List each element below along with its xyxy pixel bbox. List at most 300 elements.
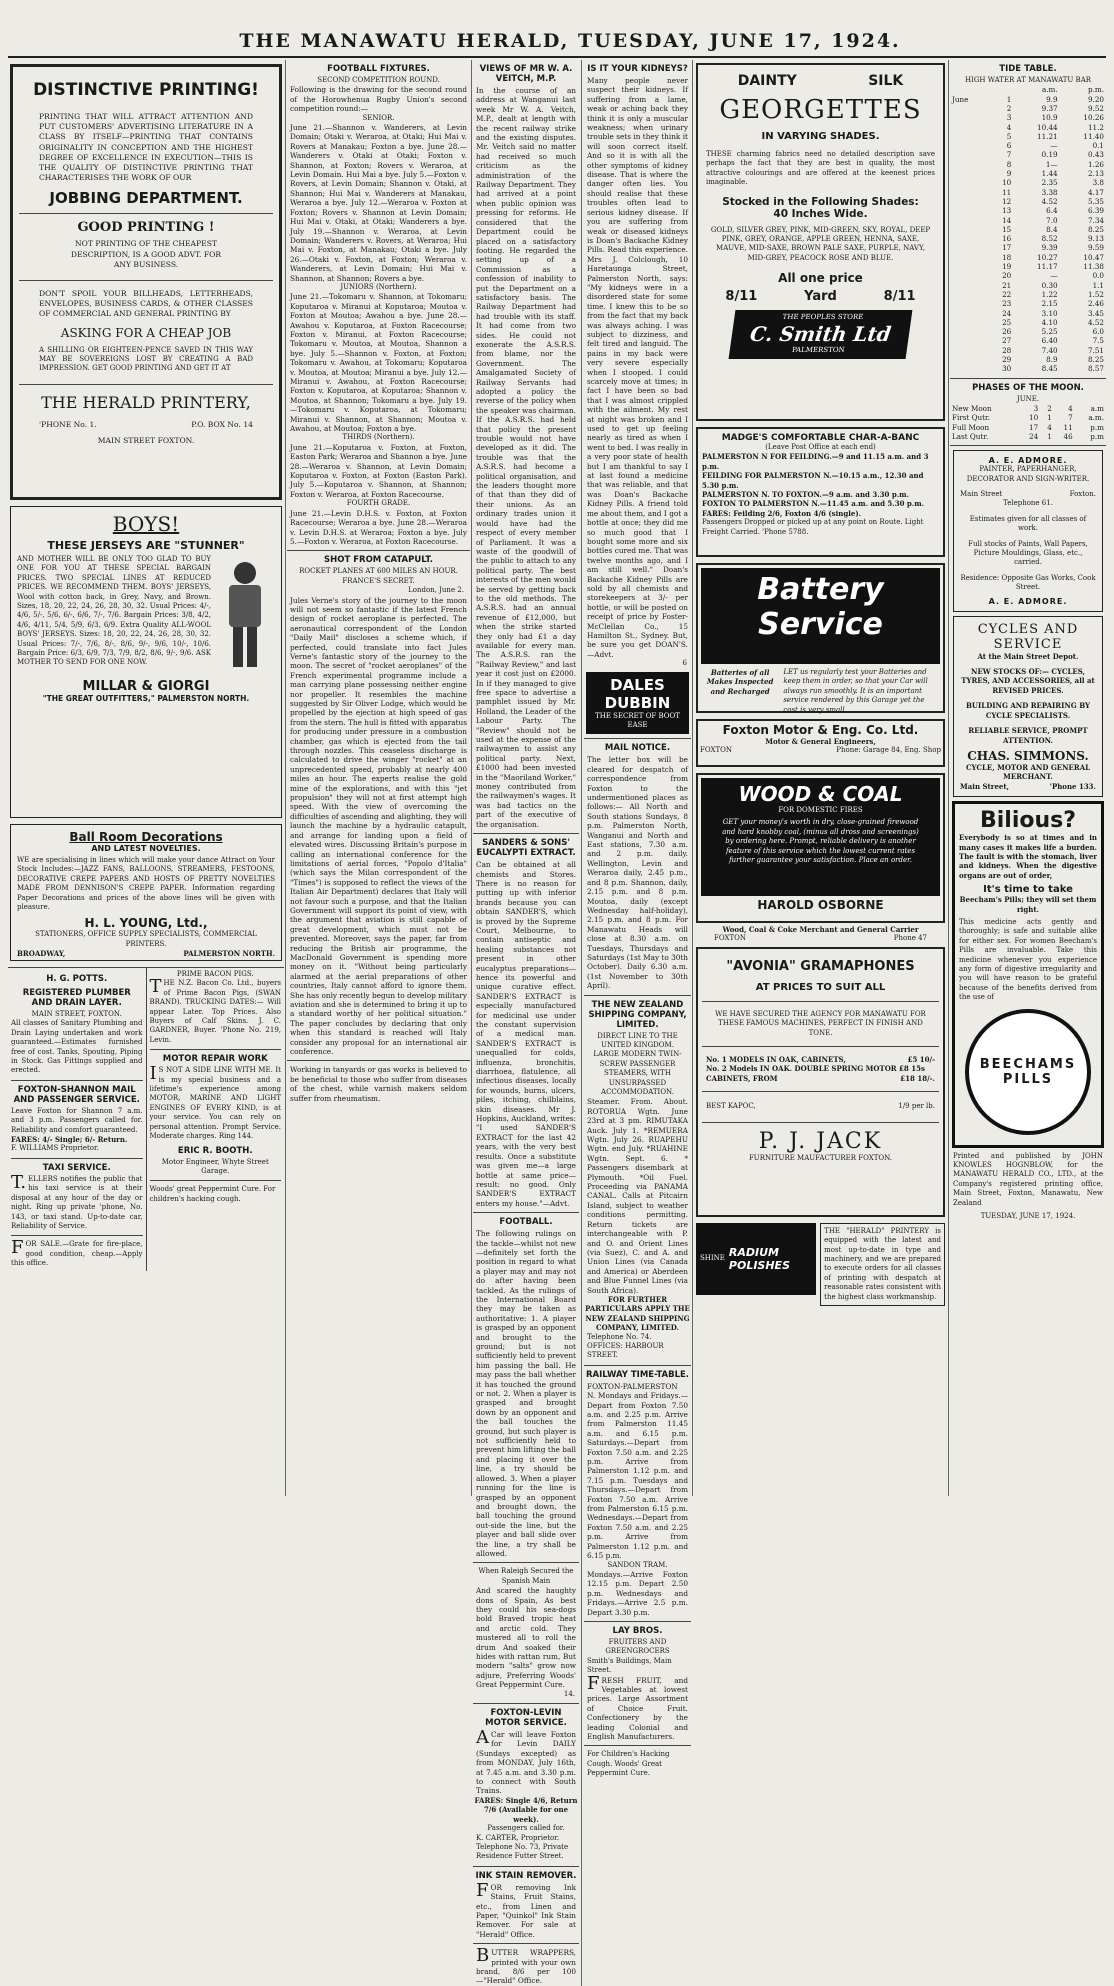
tide-pm: 1.1 [1092, 280, 1104, 290]
tide-sub: HIGH WATER AT MANAWATU BAR [964, 76, 1092, 84]
woods-cure: Woods' great Peppermint Cure. For children's hacking cough. [149, 1185, 276, 1203]
bil-body: Everybody is so at times and in many cases it makes life a burden. The fault is with the stomach, liver and kidneys. When the digestive organs are out of order, [959, 833, 1097, 880]
tide-pm: 0.43 [1087, 150, 1104, 160]
tide-row [950, 225, 1106, 234]
cycles-build: BUILDING AND REPAIRING BY CYCLE SPECIALISTS. [965, 701, 1091, 720]
price-left: 8/11 [725, 289, 758, 305]
moon-cell: 1 [1047, 413, 1052, 423]
beechams-text: BEECHAMS PILLS [979, 1056, 1077, 1087]
masthead: THE MANAWATU HERALD, TUESDAY, JUNE 17, 1924. [239, 30, 901, 52]
tide-day: 12 [1002, 196, 1012, 206]
avonia-1p: £5 10/- [907, 1055, 935, 1065]
cheap-job: ASKING FOR A CHEAP JOB [60, 325, 232, 340]
tide-row [950, 281, 1106, 290]
admore-top: A. E. ADMORE. [988, 456, 1068, 466]
tide-am: 9.39 [1041, 243, 1058, 253]
silk: SILK [868, 73, 904, 89]
tide-hdr-am: a.m. [1041, 85, 1058, 95]
tide-pm: 9.13 [1087, 234, 1104, 244]
pj-jack: P. J. JACK [758, 1128, 883, 1154]
millar-sub: "THE GREAT OUTFITTERS," PALMERSTON NORTH. [42, 694, 250, 703]
mail-body: The letter box will be cleared for despatch of correspondence from Foxton to the undermentioned places as follows:— All North and South stations Sundays, 8 p.m. Palmerston North, Wanganui and North and East stations, 7.30 a.m. and 2 p.m. daily. Wellington, Levin and Weraroa daily, 2.45 p.m., and 8 p.m. Shannon, daily, 2.15 p.m. and 8 p.m. Moutoa, daily (except Wednesday half-holiday), 2.15 p.m. and 8 p.m. For Manawatu Heads will close at 8.30 a.m. on Tuesdays, Thursdays and Saturdays (1st May to 30th October). Daily 6.30 a.m. (1st November to 30th April). [587, 755, 688, 991]
butter-wrappers: BUTTER WRAPPERS, printed with your own brand, 8/6 per 100 —"Herald" Office. [476, 1945, 576, 1986]
moon-cell: New Moon [952, 404, 992, 414]
tide-row [950, 243, 1106, 252]
tide-am: 10.27 [1037, 252, 1058, 262]
admore-tel: Telephone 61. [1003, 499, 1053, 508]
shannon-prop: F. WILLIAMS Proprietor. [11, 1144, 99, 1153]
tide-row [950, 234, 1106, 243]
herald-printery: THE HERALD PRINTERY, [41, 392, 251, 412]
moon-cell: 4 [1068, 404, 1073, 414]
lay-body: FRESH FRUIT, and Vegetables at lowest prices. Large Assortment of Choice Fruit. Confectionery by the leading Colonial and English Manufacturers. [587, 1672, 688, 1741]
tide-day: 29 [1002, 355, 1012, 365]
footer-date: TUESDAY, JUNE 17, 1924. [980, 1212, 1076, 1221]
football-title: FOOTBALL. [499, 1217, 553, 1228]
cycles-title: CYCLES AND SERVICE [977, 621, 1079, 652]
moon-table [950, 404, 1106, 441]
levin-body: ACar will leave Foxton for Levin DAILY (Sundays excepted) as from MONDAY, July 16th, at 7.45 a.m. and 3.30 p.m. to connect with South Trains. [476, 1727, 576, 1796]
tide-day: 13 [1002, 206, 1012, 216]
tide-row [950, 336, 1106, 345]
small-ads [8, 967, 284, 1271]
hl-young-sub: STATIONERS, OFFICE SUPPLY SPECIALISTS, COMMERCIAL PRINTERS. [35, 930, 257, 948]
potts-name: H. G. POTTS. [46, 974, 108, 984]
repair-title: MOTOR REPAIR WORK [162, 1054, 268, 1065]
tide-day: 8 [1006, 159, 1012, 169]
boys-title: BOYS! [112, 512, 180, 536]
tide-am: 6.40 [1041, 336, 1058, 346]
tide-month: June [952, 94, 969, 104]
printery-pobox: P.O. BOX No. 14 [191, 419, 253, 429]
moon-cell: 46 [1063, 431, 1073, 441]
potts-title: REGISTERED PLUMBER AND DRAIN LAYER. [22, 988, 131, 1008]
one-price: All one price [778, 271, 863, 286]
simmons-sub: CYCLE, MOTOR AND GENERAL MERCHANT. [965, 762, 1091, 782]
bil-take: It's time to take [983, 884, 1073, 896]
fixtures-title: FOOTBALL FIXTURES. [327, 64, 430, 74]
tide-row [950, 290, 1106, 299]
fixtures-intro: Following is the drawing for the second round of the Horowhenua Rugby Union's second competition round:— [290, 85, 467, 114]
tide-day: 18 [1002, 252, 1012, 262]
tide-pm: 8.25 [1087, 355, 1104, 365]
millar-giorgi: MILLAR & GIORGI [82, 679, 210, 694]
tide-am: 8.4 [1046, 224, 1058, 234]
foxton-motor: Foxton Motor & Eng. Co. Ltd. [722, 723, 919, 737]
levin-title: FOXTON-LEVIN MOTOR SERVICE. [485, 1708, 567, 1729]
tide-row [950, 188, 1106, 197]
nzs-tel: Telephone No. 74. OFFICES: HARBOUR STREET. [587, 1332, 664, 1360]
shannon-fares: FARES: 4/- Single; 6/- Return. [11, 1135, 128, 1145]
tide-am: 11.21 [1037, 131, 1058, 141]
nzs-table: Steamer. From. About. ROTORUA Wgtn. June 23rd at 3 pm. RIMUTAKA Auck. July 1. *REMUERA Wgtn. July 26. RUAPEHU Wgtn. end July. *RUAHINE Wgtn. Sept. 6. * Passengers disembark at Plymouth. *Oil Fuel. Proceeding via PANAMA CANAL. Calls at Pitcairn Island, subject to weather conditions permitting. Return tickets are interchangeable with P. and O. and Orient Lines (via Suez), C. and A. and Union Lines (via Canada and America) or Aberdeen and Blue Funnel Lines (via South Africa). [587, 1097, 688, 1295]
stocked: Stocked in the Following Shades: [722, 195, 919, 208]
beechams-logo [965, 1009, 1091, 1135]
nzs-apply: FOR FURTHER PARTICULARS APPLY THE NEW ZEALAND SHIPPING COMPANY, LIMITED. [585, 1294, 690, 1333]
tide-am: 10.44 [1037, 122, 1058, 132]
beechams-ad [952, 801, 1104, 1148]
admore-stock: Full stocks of Paints, Wall Papers, Picture Mouldings, Glass, etc., carried. [968, 539, 1088, 567]
tide-day: 16 [1002, 234, 1012, 244]
avonia-3p: £18 18/-. [900, 1073, 935, 1083]
moon-cell: 7 [1068, 413, 1073, 423]
tide-pm: 2.13 [1087, 169, 1104, 179]
tide-pm: 1.26 [1087, 159, 1104, 169]
tide-row [950, 262, 1106, 271]
repair-body: IS NOT A SIDE LINE WITH ME. It is my special business and a lifetime's experience among MOTOR, MARINE AND LIGHT ENGINES OF EVERY KIND, is at your service. You can rely on personal attention. Prompt Service. Moderate charges. Ring 144. [149, 1063, 281, 1141]
bottom-row [696, 1223, 945, 1306]
moon-row [950, 432, 1106, 441]
tide-am: 5.25 [1041, 327, 1058, 337]
mail-title: MAIL NOTICE. [604, 743, 671, 754]
jobbing-dept: JOBBING DEPARTMENT. [49, 189, 243, 208]
wood-coal: WOOD & COAL [738, 782, 903, 806]
tide-row [950, 318, 1106, 327]
tide-am: 10.9 [1041, 113, 1058, 123]
repair-sig: ERIC R. BOOTH. [177, 1145, 253, 1156]
boy-illustration-icon [215, 555, 275, 675]
tide-day: 9 [1006, 169, 1012, 179]
tide-pm: 6.39 [1087, 206, 1104, 216]
levin-prop: K. CARTER, Proprietor. [476, 1833, 560, 1842]
tide-am: 1— [1045, 159, 1058, 169]
tide-row [950, 364, 1106, 373]
foxton-motor-addr: FOXTON [700, 746, 732, 755]
tide-am: 8.45 [1041, 364, 1058, 374]
tide-day: 4 [1006, 122, 1012, 132]
hl-young: H. L. YOUNG, Ltd., [84, 916, 208, 931]
tide-title: TIDE TABLE. [999, 64, 1057, 74]
wood-sub: FOR DOMESTIC FIRES [778, 806, 863, 814]
lay-addr: Smith's Buildings, Main Street. [587, 1656, 672, 1675]
georgettes: GEORGETTES [719, 95, 922, 125]
tide-am: 4.52 [1041, 196, 1058, 206]
simmons-r: 'Phone 133. [1049, 781, 1096, 791]
tide-day: 26 [1002, 327, 1012, 337]
printery-contacts [19, 420, 273, 430]
kapoc-price: 1/9 per lb. [898, 1102, 935, 1111]
thirds-heading: THIRDS (Northern). [342, 433, 415, 442]
veitch-body: In the course of an address at Wanganui last week Mr W. A. Veitch, M.P., dealt at length with the recent railway strike and the existing disputes. Mr. Veitch said no matter had received so much criticism as the administration of the Railway Department. They had arrived at a point when public opinion was pressing for reforms. He considered that the Department could be placed on a satisfactory footing. He regarded the setting up of a Commission as a confession of inability to put the Department on a satisfactory basis. The Railway Department had had trouble with its staff. It had come from two sides. He could not exonerate the A.S.R.S. from blame, nor the Government. The Amalgamated Society of Railway Servants had adopted a policy the reverse of the policy when the speaker was chairman. If the A.S.R.S. had held that policy the present trouble would not have developed as it did. The trouble was that the A.S.R.S. had become a political organisation, and the leaders thought more of that than they did of their unions. As an ordinary trades union it would have had the respect of every member of Parliament. It was a waste of the goodwill of the public to attach to any political party. The best interests of the men would be served by getting back to the old methods. The A.S.R.S. had an annual revenue of £12,000, but when the strike started they only had £1 a day available for every man. The A.S.R.S. ran the "Railway Review," and last year it cost just on £2000. In if they managed to give free space to advertise a pamphlet issued by Mr. Holland, the Leader of the Labour Party. The "Review" should not be used at the expense of the railwaymen to assist any political party. Next, £1000 had been invested in the "Maoriland Worker," money contributed from the railwaymen's wages. It was bad tactics on the part of the executive of the organisation. [476, 86, 576, 829]
battery-right: LET us regularly test your Batteries and keep them in order, so that your Car will always run smoothly. It is an important service rendered by this Garage yet the cost is very small. [783, 668, 928, 714]
tide-am: 0.30 [1041, 280, 1058, 290]
tide-day: 24 [1002, 308, 1012, 318]
tide-am: 1.44 [1041, 169, 1058, 179]
avonia-ad [696, 947, 945, 1217]
young-addr-left: BROADWAY, [17, 949, 66, 959]
wood-body: GET your money's worth in dry, close-grained firewood and hard knobby coal, (minus all dross and screenings) by ordering here. Prompt, reliable delivery is another feature of this service which the lowest current rates further guarantee your satisfaction. Place an order. [722, 818, 919, 865]
tide-pm: 8.25 [1087, 224, 1104, 234]
tide-pm: 5.35 [1087, 196, 1104, 206]
bacon-body: THE N.Z. Bacon Co. Ltd., buyers of Prime Bacon Pigs, (SWAN BRAND). TRUCKING DATES:— Will appear Later. Top Prices. Also Buyers of Calf Skins. J. C. GARDNER, Buyer. 'Phone No. 219, Levin. [149, 976, 281, 1044]
tide-am: 7.40 [1041, 345, 1058, 355]
tide-pm: 9.52 [1087, 104, 1104, 113]
radium-polishes: RADIUM POLISHES [728, 1245, 790, 1272]
tide-row [950, 327, 1106, 336]
moon-cell: p.m [1090, 422, 1104, 432]
madge-pass: Passengers Dropped or picked up at any point on Route. Light Freight Carried. 'Phone 5788. [702, 518, 924, 536]
column-5 [950, 60, 1106, 1496]
bil-take2: Beecham's Pills; they will set them right. [959, 895, 1097, 914]
tide-row [950, 104, 1106, 113]
catapult-sub: ROCKET PLANES AT 600 MILES AN HOUR. [299, 567, 458, 576]
tide-row [950, 132, 1106, 141]
admore-addr-l: Main Street [960, 490, 1003, 499]
tide-pm: 1.52 [1087, 289, 1104, 299]
tide-pm: 11.38 [1083, 262, 1104, 272]
masthead-rule [8, 56, 1106, 58]
column-3 [473, 60, 691, 1986]
cycles-ad [953, 616, 1103, 797]
nzs-title: THE NEW ZEALAND SHIPPING COMPANY, LIMITED. [588, 999, 687, 1030]
tide-pm: 11.40 [1083, 131, 1104, 141]
ballroom-sub: AND LATEST NOVELTIES. [91, 844, 201, 853]
kidney-num: 6 [682, 659, 687, 668]
moon-cell: First Qutr. [952, 413, 990, 423]
simmons-l: Main Street, [960, 781, 1010, 791]
tanyards: Working in tanyards or gas works is believed to be beneficial to those who suffer from diseases of the chest, while varnish makers seldom suffer from rheumatism. [290, 1065, 467, 1103]
tide-day: 2 [1006, 104, 1012, 113]
tide-day: 17 [1002, 243, 1012, 253]
geo-body: THESE charming fabrics need no detailed description save perhaps the fact that they are best in quality, the most attractive colourings and are offered at the keenest prices imaginable. [706, 150, 935, 187]
moon-cell: 3 [1033, 404, 1039, 414]
foxton-motor-ad [696, 719, 945, 767]
georgettes-ad [696, 63, 945, 421]
tide-am: 6.4 [1046, 206, 1058, 216]
tide-am: 8.9 [1046, 355, 1058, 365]
tide-day: 5 [1006, 131, 1012, 141]
tide-row [950, 178, 1106, 187]
tide-day: 30 [1002, 364, 1012, 374]
tide-row [950, 346, 1106, 355]
rail-body: FOXTON-PALMERSTON N. Mondays and Fridays.—Depart from Foxton 7.50 a.m. and 2.25 p.m. Arrive from Palmerston 11.45 a.m. and 6.15 p.m. Saturdays.—Depart from Foxton 7.50 a.m. and 2.25 p.m. Arrive from Palmerston 1.12 p.m. and 7.15 p.m. Tuesdays and Thursdays.—Depart from Foxton 7.50 a.m. Arrive from Palmerston 6.15 p.m. Wednesdays.—Depart from Foxton 7.50 a.m. and 2.25 p.m. Arrive from Palmerston 1.12 p.m. and 6.15 p.m. [587, 1381, 688, 1561]
thirds-body: June 21.—Koputaroa v. Foxton, at Foxton, Easton Park; Weraroa and Shannon a bye. June 28.—Weraroa v. Shannon, at Levin Domain; Koputaroa v. Foxton, at Foxton (Easton Park). July 5.—Koputaroa v. Shannon, at Shannon; Foxton v. Weraroa, at Foxton Racecourse. [290, 442, 467, 499]
tide-row [950, 206, 1106, 215]
yard: Yard [804, 289, 837, 305]
saving-text: A SHILLING OR EIGHTEEN-PENCE SAVED IN THIS WAY MAY BE SOVEREIGNS LOST BY CREATING A BAD IMPRESSION. GET GOOD PRINTING AND GET IT AT [39, 345, 253, 373]
france-secret: FRANCE'S SECRET. [342, 576, 415, 585]
bilious: Bilious? [979, 808, 1077, 834]
juniors-heading: JUNIORS (Northern). [340, 282, 417, 291]
tide-row [950, 299, 1106, 308]
children-cough: For Children's Hacking Cough. Woods' Great Peppermint Cure. [587, 1750, 670, 1778]
levin-pass: Passengers called for. [487, 1824, 565, 1833]
tide-row [950, 113, 1106, 122]
poem-body: And scared the haughty dons of Spain, As best they could his sea-dogs bold Braved tropic heat and arctic cold. They mustered all to roll the drum And soaked their hides with rattan rum, But modern "salts" grow now adjure, Preferring Woods' Great Peppermint Cure. [476, 1586, 576, 1690]
madge-1: PALMERSTON N FOR FEILDING.—9 and 11.15 a.m. and 3 p.m. [702, 452, 929, 471]
young-addr-right: PALMERSTON NORTH. [183, 949, 275, 959]
tide-am: — [1050, 141, 1058, 151]
printery-phone: 'PHONE No. 1. [39, 419, 97, 429]
madge-fares: FARES: Feilding 2/6, Foxton 4/6 (single). [702, 508, 862, 518]
battery-service: Battery Service [757, 572, 884, 642]
tide-day: 27 [1002, 336, 1012, 346]
cycles-sub: At the Main Street Depot. [977, 651, 1079, 661]
moon-cell: 4 [1047, 422, 1052, 432]
tide-day: 14 [1002, 215, 1012, 225]
column-divider [471, 60, 472, 1496]
column-divider [285, 60, 286, 1496]
tide-pm: 4.17 [1087, 187, 1104, 197]
spoil-text: DON'T SPOIL YOUR BILLHEADS, LETTERHEADS, ENVELOPES, BUSINESS CARDS, & OTHER CLASSES OF COMMERCIAL AND GENERAL PRINTING BY [39, 289, 253, 319]
ink-title: INK STAIN REMOVER. [475, 1870, 577, 1881]
tide-am: 7.0 [1046, 215, 1058, 225]
juniors-body: June 21.—Tokomaru v. Shannon, at Tokomaru; Koputaroa v. Miranui at Koputaroa; Moutoa v. Foxton at Moutoa; Awahou a bye. June 28.—Awahou v. Koputaroa, at Foxton Racecourse; Foxton v. Miranui, at Foxton Racecourse; Tokomaru v. Moutoa, at Moutoa, Shannon a bye. July 5.—Shannon v. Foxton, at Foxton; Tokomaru v. Awahou, at Tokomaru; Koputaroa v. Moutoa, at Moutoa; Miranui a bye. July 12.—Miranui v. Awahou, at Foxton Racecourse; Foxton v. Koputaroa, at Koputaroa; Shannon v. Moutoa, at Shannon; Tokomaru a bye. July 19.—Tokomaru v. Koputaroa, at Tokomaru; Miranui v. Shannon, at Shannon; Moutoa v. Awahou, at Moutoa; Foxton a bye. [290, 292, 467, 434]
avonia-1: No. 1 MODELS IN OAK, CABINETS, [706, 1055, 846, 1065]
fourth-body: June 21.—Levin D.H.S. v. Foxton, at Foxton Racecourse; Weraroa a bye. June 28.—Weraroa v. Levin D.H.S. at Weraroa; Foxton a bye. July 5.—Foxton v. Weraroa, at Foxton Racecourse. [290, 508, 467, 546]
tide-day: 6 [1006, 141, 1012, 151]
football-body: The following rulings on the tackle—whilst not new—definitely set forth the position in regard to what a player may and may not do after having been tackled. As the rulings of the International Board they may be taken as authoritative: 1. A player is grasped by an opponent and brought to the ground; but is not sufficiently held to prevent him passing the ball. He may pass the ball whether it has touched the ground or not. 2. When a player is grasped and brought down by an opponent and the ball touches the ground, but such player is not sufficiently held to prevent him lifting the ball and placing it over the line, a try should be allowed. 3. When a player running for the line is grasped by an opponent and brought down, the ball touching the ground out-side the line, but the player and ball slide over the line, a try shall be allowed. [476, 1229, 576, 1558]
tide-pm: 7.51 [1087, 345, 1104, 355]
printing-title: DISTINCTIVE PRINTING! [33, 80, 259, 100]
tide-day: 21 [1002, 280, 1012, 290]
madge-ad [696, 427, 945, 557]
tide-pm: 10.47 [1083, 252, 1104, 262]
moon-cell: 24 [1029, 431, 1039, 441]
avonia-body: WE HAVE SECURED THE AGENCY FOR MANAWATU FOR THESE FAMOUS MACHINES, PERFECT IN FINISH AND TONE. [715, 1009, 926, 1037]
madge-2: FEILDING FOR PALMERSTON N.—10.15 a.m., 12.30 and 5.30 p.m. [702, 471, 924, 490]
tide-day: 3 [1006, 113, 1012, 123]
senior-heading: SENIOR. [362, 113, 395, 122]
tide-am: 4.10 [1041, 317, 1058, 327]
varying-shades: IN VARYING SHADES. [761, 131, 880, 142]
admore-trade: PAINTER, PAPERHANGER, DECORATOR AND SIGN-WRITER. [966, 465, 1090, 483]
foxton-motor-phone: Phone: Garage 84, Eng. Shop [836, 746, 941, 755]
column-divider [692, 60, 693, 1496]
tram-body: Mondays.—Arrive Foxton 12.15 p.m. Depart 2.50 p.m. Wednesdays and Fridays.—Arrive 2.5 p.m. Depart 3.30 p.m. [587, 1569, 688, 1617]
cycles-rel: RELIABLE SERVICE, PROMPT ATTENTION. [968, 726, 1088, 745]
tide-pm: 6.0 [1092, 327, 1104, 337]
herald-printery-note: THE "HERALD" PRINTERY is equipped with the latest and most up-to-date in type and machinery, and we are prepared to execute orders for all classes of printing with despatch at reasonable rates consistent with the highest class workmanship. [824, 1226, 941, 1301]
harold-sub: Wood, Coal & Coke Merchant and General Carrier [722, 925, 919, 934]
dales-sub: THE SECRET OF BOOT EASE [595, 711, 680, 729]
tide-row [950, 309, 1106, 318]
fourth-heading: FOURTH GRADE. [346, 499, 411, 508]
tide-day: 25 [1002, 317, 1012, 327]
moon-cell: 1 [1047, 431, 1052, 441]
moon-cell: Full Moon [952, 422, 990, 432]
tide-day: 7 [1006, 150, 1012, 160]
c-smith-logo: C. Smith Ltd [748, 322, 893, 347]
avonia-2: No. 2 Models IN OAK. DOUBLE SPRING MOTOR £8 15s [706, 1064, 925, 1074]
kidney-body: Many people never suspect their kidneys. If suffering from a lame, weak or aching back they think it is only a muscular weakness; when urinary trouble sets in they think it will soon correct itself. And so it is with all the other symptoms of kidney disease. That is where the danger often lies. You should realise that these troubles often lead to serious kidney disease. If you are suffering from weak or diseased kidneys is Doan's Backache Kidney Pills. Read this experience. Mrs J. Colclough, 10 Haretaunga Street, Palmerston North, says: "My kidneys were in a disordered state for some time. I knew this to be so from the fact that my back was always aching. I was subject to dizziness, and felt tired and languid. The pains in my back were very severe especially when I stooped. I could scarcely move at times; in fact I have been so bad that I was almost crippled with the ailment. My rest at night was broken and I used to get up feeling nearly as tired as when I went to bed. I was really in a very poor state of health but I am thankful to say I at last found a medicine that was reliable, and that was Doan's Backache Kidney Pills. A friend told me about them, and I got a bottle at once; they did me so much good that I bought some more and six bottles cured me. That was twelve months ago, and I am still well." Doan's Backache Kidney Pills are sold by all chemists and storekeepers at 3/- per bottle, or will be posted on receipt of price by Foster-McClellan Co., 15 Hamilton St., Sydney. But, be sure you get DOAN'S. —Advt. [587, 76, 688, 659]
dateline: London, June 2. [408, 586, 464, 595]
good-printing-body: NOT PRINTING OF THE CHEAPEST DESCRIPTION, IS A GOOD ADVT. FOR ANY BUSINESS. [70, 239, 222, 269]
forsale: FOR SALE.—Grate for fire-place, good condition, cheap.—Apply this office. [11, 1237, 143, 1268]
tide-row [950, 197, 1106, 206]
tide-am: 3.38 [1041, 187, 1058, 197]
simmons: CHAS. SIMMONS. [967, 748, 1089, 763]
shine-label: SHINE [700, 1254, 725, 1263]
shannon-title: FOXTON-SHANNON MAIL AND PASSENGER SERVICE. [13, 1084, 140, 1105]
madge-3: PALMERSTON N. TO FOXTON.—9 a.m. and 3.30 p.m. [702, 490, 910, 500]
levin-tel: Telephone No. 73, Private Residence Futter Street. [476, 1842, 569, 1861]
tide-am: 11.17 [1037, 262, 1058, 272]
tide-day: 22 [1002, 289, 1012, 299]
tide-row [950, 160, 1106, 169]
tide-row [950, 355, 1106, 364]
tide-pm: 9.20 [1087, 94, 1104, 104]
tide-am: 3.10 [1041, 308, 1058, 318]
nzs-sub: DIRECT LINE TO THE UNITED KINGDOM. [597, 1031, 678, 1049]
lay-sub: FRUITERS AND GREENGROCERS [605, 1637, 670, 1656]
tide-row [950, 271, 1106, 280]
printing-body: PRINTING THAT WILL ATTRACT ATTENTION AND PUT CUSTOMERS' ADVERTISING LITERATURE IN A CLASS BY ITSELF—PRINTING THAT CONTAINS ORIGINALITY IN CONCEPTION AND THE HIGHEST DEGREE OF EXCELLENCE IN EXECUTION—THIS IS THE QUALITY OF DISTINCTIVE PRINTING THAT CHARACTERISES THE WORK OF OUR [39, 112, 253, 183]
tide-day: 28 [1002, 345, 1012, 355]
wood-coal-ad [696, 773, 945, 923]
tide-day: 19 [1002, 262, 1012, 272]
tide-table [950, 85, 1106, 373]
tide-day: 23 [1002, 299, 1012, 309]
bacon-title: PRIME BACON PIGS. [176, 970, 254, 978]
peoples-store: THE PEOPLES STORE [782, 313, 864, 322]
tide-pm: 3.8 [1092, 178, 1104, 188]
rail-title: RAILWAY TIME-TABLE. [585, 1369, 690, 1380]
tram-title: SANDON TRAM. [607, 1560, 668, 1569]
madge-note: (Leave Post Office at each end) [765, 443, 876, 451]
tide-hdr-pm: p.m. [1088, 85, 1104, 95]
tide-row [950, 253, 1106, 262]
moon-cell: 2 [1047, 404, 1052, 414]
column-1 [8, 60, 284, 1496]
moon-row [950, 404, 1106, 413]
lay-title: LAY BROS. [612, 1625, 663, 1636]
potts-addr: MAIN STREET, FOXTON. [31, 1010, 122, 1018]
catapult-title: SHOT FROM CATAPULT. [324, 555, 433, 566]
foxton-motor-sub: Motor & General Engineers, [765, 737, 876, 746]
moon-month: JUNE. [1016, 394, 1040, 403]
shades-list: GOLD, SILVER GREY, PINK, MID-GREEN, SKY, ROYAL, DEEP PINK, GREY, ORANGE, APPLE GREEN, HENNA, SAXE, MAUVE, MID-SAXE, BROWN PALE SAXE, PURPLE, NAVY, MID-GREY, PEACOCK ROSE AND BLUE. [710, 225, 931, 262]
sanders-body: Can be obtained at all chemists and Stores. There is no reason for putting up with inferior brands because you can obtain SANDER'S, which is proved by the Supreme Court, Melbourne, to contain antiseptic and healing substances not present in other eucalyptus preparations—hence its powerful and unique curative effect. SANDER'S EXTRACT is especially manufactured for medicinal use under the constant supervision of a medical man. SANDER'S EXTRACT is unequalled for colds, influenza, bronchitis, diarrhoea, flatulence, all infectious diseases, locally for wounds, burns, ulcers, piles, itching, chilblains, skin diseases. Mr J. Hopkins, Auckland, writes: "I used SANDER'S EXTRACT for the last 42 years, with the very best results. Once a substitute was given me—a large bottle at same price—result: no good. Only SANDER'S EXTRACT enters my house."—Advt. [476, 860, 576, 1208]
tide-am: — [1050, 271, 1058, 281]
moon-row [950, 413, 1106, 422]
harold-phone: Phone 47 [893, 934, 927, 943]
tide-pm: 0.0 [1092, 271, 1104, 281]
tide-row [950, 150, 1106, 159]
admore-res: Residence: Opposite Gas Works, Cook Street. [960, 573, 1096, 592]
cycles-body: NEW STOCKS OF:— CYCLES, TYRES, AND ACCESSORIES, all at REVISED PRICES. [961, 667, 1095, 695]
ink-body: FOR removing Ink Stains, Fruit Stains, etc., from Linen and Paper, "Quinkol" Ink Stain Remover. For sale at "Herald" Office. [476, 1879, 576, 1939]
wide: 40 Inches Wide. [773, 207, 868, 220]
tide-am: 0.19 [1041, 150, 1058, 160]
veitch-title: VIEWS OF MR W. A. VEITCH, M.P. [479, 64, 573, 84]
boys-jersey-ad [10, 506, 282, 818]
column-2 [287, 60, 470, 1496]
tide-day: 1 [1006, 94, 1012, 104]
ballroom-body: WE are specialising in lines which will make your dance Attract on Your Stock Includes:—JAZZ FANS, BALLOONS, STREAMERS, FESTOONS, DECORATIVE CREPE PAPERS AND HOSTS OF PRETTY NOVELTIES MADE FROM DENNISON'S CREPE PAPER. Information regarding Paper Decorations and prices of the above lines will be given with pleasure. [17, 856, 275, 912]
poem-num: 14. [563, 1689, 575, 1698]
battery-left: Batteries of all Makes Inspected and Recharged [706, 668, 774, 696]
tide-day: 20 [1002, 271, 1012, 281]
tide-day: 11 [1002, 187, 1012, 197]
tide-am: 2.15 [1041, 299, 1058, 309]
tide-pm: 2.46 [1087, 299, 1104, 309]
madge-4: FOXTON TO PALMERSTON N.—11.45 a.m. and 5.30 p.m. [702, 499, 925, 509]
tide-day: 10 [1002, 178, 1012, 188]
dales-title: DALES DUBBIN [604, 675, 671, 712]
tide-am: 2.35 [1041, 178, 1058, 188]
boys-body: AND MOTHER WILL BE ONLY TOO GLAD TO BUY ONE FOR YOU AT THESE SPECIAL BARGAIN PRICES. TWO SPECIAL LINES AT REDUCED PRICES. WE RECOMMEND THEM. BOYS' JERSEYS, Wool with cotton back, in Grey, Navy, and Brown. Sizes, 18, 20, 22, 24, 26, 28, 30, 32. Usual Prices: 4/-, 4/6, 5/-, 5/6, 6/-, 6/6, 7/-, 7/6. Bargain Prices: 3/8, 4/2, 4/6, 4/11, 5/4, 5/9, 6/3, 6/9. Extra Quality ALL-WOOL BOYS' JERSEYS. Sizes: 18, 20, 22, 24, 26, 28, 30, 32. Usual Prices: 7/-, 7/6, 8/-, 8/6, 9/-, 9/6, 10/-, 10/6. Bargain Price: 6/3, 6/9, 7/3, 7/9, 8/2, 8/6, 9/-, 9/6. ASK MOTHER TO SEND FOR ONE NOW. [17, 555, 211, 667]
tide-row [950, 169, 1106, 178]
moon-cell: Last Qutr. [952, 431, 989, 441]
tide-pm: 11.2 [1087, 122, 1104, 132]
bil-more: This medicine acts gently and thoroughly; is safe and suitable alike for either sex. For women Beecham's Pills are invaluable. Take this medicine whenever you experience any form of digestive irregularity and you will have reason to be grateful because of the benefits derived from the use of [959, 917, 1097, 1002]
boys-sub: THESE JERSEYS ARE "STUNNER" [47, 539, 245, 552]
avonia-sub: AT PRICES TO SUIT ALL [755, 981, 886, 993]
levin-fares: FARES: Single 4/6, Return 7/6 (Available for one week). [474, 1795, 578, 1824]
catapult-body: Jules Verne's story of the journey to the moon will not seem so fantastic if the latest French design of rocket aeroplane is perfected. The aeronautical correspondent of the London "Daily Mail" discloses a scheme which, if perfected, could translate into fact Jules Verne's fantastic story of the journey to the moon. The secret of "rocket aeroplanes" of the French experimental programme include a man carrying plane possessing neither engine nor propeller. It resembles the machine suggested by Sir Oliver Lodge, which would be propelled by the ejection at high speed of gas from the stern. The hull is fitted with apparatus for producing under pressure in a combustion chamber, gas which is ejected from the tail through nozzles. This ceaseless discharge is calculated to drive the winger "rocket" at an unprecedented speed, probably at nearly 400 miles an hour. The experts realise the gold mine of the explorations, and with this "jet propulsion" they will not at first attempt high speed. With the view of overcoming the difficulties of ascending and alighting, they will launch the machine by a hydraulic catapult, and arrange for landing upon a field of elevated wires. Discussing Britain's purpose in calling an international conference for the limitations of aerial forces, "Popolo d'Italia" (which says the Milan correspondent of the "Times") is supposed to reflect the views of the Italian Air Department) declares that Italy will not favour such a purpose, and that the Italian Government will support its point of view, with the argument that aviation is still capable of great development, which must not be prevented. Moreover, says the paper, far from reducing the British air programme, the MacDonald Government is spending more money on it. "Without being particularly alarmed at the aerial preparations of other countries, Italy cannot afford to ignore them. She has only recently begun to develop military aviation and she is determined to bring it up to a standard worthy of her political situation." The paper concludes by declaring that only when this standard is reached will Italy consider any proposal for an international air conference. [290, 595, 467, 1057]
nzs-mod: LARGE MODERN TWIN-SCREW PASSENGER STEAMERS, WITH UNSURPASSED ACCOMMODATION. [593, 1050, 682, 1096]
